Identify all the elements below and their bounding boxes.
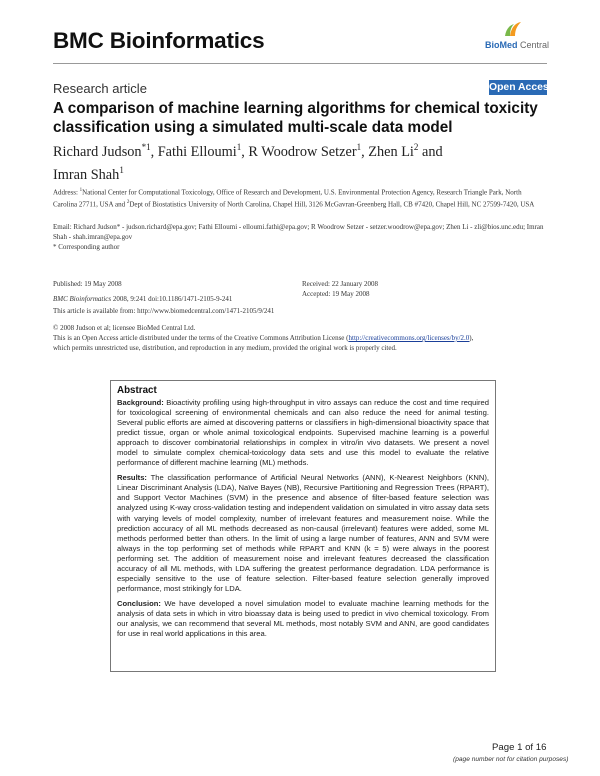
author-separator: ,	[241, 143, 249, 160]
section-text: Bioactivity profiling using high-throughput in vitro assays can reduce the cost and time required for toxicological screening of environmental chemicals and can also reduce the need for animal testing. Several public efforts are aimed at discovering patterns or classifiers in high-dimensional bioactivity space that predict tissue, organ or whole animal toxicological endpoints. Supervised machine learning is a powerful approach to discover combinatorial relationships in complex in vitro/in vivo datasets. We present a novel model to simulate complex chemical-toxicology data sets and use this model to evaluate the relative performance of different machine learning (ML) methods.	[117, 398, 489, 468]
email-list[interactable]: Email: Richard Judson* - judson.richard@epa.gov; Fathi Elloumi - elloumi.fathi@epa.gov; R Woodrow Setzer - setzer.woodrow@epa.gov; Zhen Li - zli@bios.unc.edu; Imran Shah - shah.imran@epa.gov	[53, 223, 544, 241]
affiliation-mark: 2	[126, 199, 130, 205]
article-type: Research article	[53, 81, 147, 96]
biomed-logo-icon	[502, 20, 524, 40]
affiliation-label: Address:	[53, 188, 80, 197]
biomed-central-logo[interactable]	[485, 20, 550, 54]
author-name[interactable]: Fathi Elloumi	[157, 143, 237, 160]
citation-journal: BMC Bioinformatics	[53, 294, 112, 303]
author-name[interactable]: Zhen Li	[368, 143, 414, 160]
author-list	[53, 138, 553, 184]
article-title: A comparison of machine learning algorithms for chemical toxicity classification using a simulated multi-scale data model	[53, 100, 538, 136]
author-name[interactable]: R Woodrow Setzer	[248, 143, 357, 160]
logo-central-text: Central	[517, 40, 550, 50]
affiliation-block	[53, 186, 547, 210]
publication-dates-left	[53, 280, 293, 304]
section-text: The classification performance of Artificial Neural Networks (ANN), K-Nearest Neighbors (KNN), Linear Discriminant Analysis (LDA), Naïve Bayes (NB), Recursive Partitioning and Regression Trees (RPART), and Support Vector Machines (SVM) in the presence and absence of filter-based feature selection was analyzed using K-way cross-validation testing and independent validation on simulated in vitro assay data sets with varying levels of model complexity, number of irrelevant features and measurement noise. While the prediction accuracy of all ML methods decreased as non-causal (irrelevant) features were added, some ML methods performed better than others. In the limit of using a large number of features, ANN and SVM were always in the top performing set of methods while RPART and KNN (k = 5) were always in the poorest performing set. The addition of measurement noise and irrelevant features decreased the classification accuracy of all ML methods, with LDA suffering the greatest performance degradation. LDA performance is especially sensitive to the use of feature selection. Filter-based feature selection generally improved performance, most strikingly for LDA.	[117, 473, 489, 593]
abstract-box	[110, 380, 496, 672]
abstract-results	[117, 473, 489, 594]
author-name[interactable]: Imran Shah	[53, 166, 120, 183]
author-affiliation-mark: 2	[413, 142, 419, 152]
license-part-2: ),	[469, 334, 474, 342]
author-affiliation-mark: 1	[119, 164, 124, 175]
received-date: Received: 22 January 2008	[302, 280, 379, 288]
affiliation-1: National Center for Computational Toxicology, Office of Research and Development, U.S. Environmental Protection Agency, Research Triangle Park, North Carolina 27711, USA and	[53, 188, 522, 209]
author-separator: ,	[361, 143, 369, 160]
author-name[interactable]: Richard Judson	[53, 143, 142, 160]
citation	[53, 295, 293, 305]
published-date: Published: 19 May 2008	[53, 280, 122, 288]
section-label: Conclusion:	[117, 598, 161, 608]
abstract-background	[117, 398, 489, 468]
affiliation-2: Dept of Biostatistics University of North Carolina, Chapel Hill, 3126 McGavran-Greenberg Hall, CB #7420, Chapel Hill, NC 27599-7420, USA	[129, 200, 535, 209]
publication-dates-right	[302, 280, 542, 299]
license-link[interactable]: http://creativecommons.org/licenses/by/2.0	[348, 334, 470, 342]
author-affiliation-mark: *1	[141, 142, 151, 152]
section-label: Background:	[117, 398, 164, 407]
logo-bio-text: BioMed	[485, 40, 518, 50]
page-number: Page 1 of 16	[492, 742, 547, 753]
license-part-1: This is an Open Access article distributed under the terms of the Creative Commons Attribution License (	[53, 334, 349, 342]
author-affiliation-mark: 1	[356, 142, 362, 152]
section-text: We have developed a novel simulation model to evaluate machine learning methods for the analysis of data sets in which in vitro bioassay data is being used to predict in vivo chemical toxicology. From our analysis, we can recommend that several ML methods, most notably SVM and ANN, are good candidates for use in real world applications in this area.	[117, 598, 489, 639]
author-affiliation-mark: 1	[236, 142, 242, 152]
abstract-conclusion	[117, 599, 489, 639]
citation-details[interactable]: 2008, 9:241 doi:10.1186/1471-2105-9-241	[111, 294, 233, 303]
license-text	[53, 334, 547, 353]
author-separator: and	[418, 143, 443, 160]
affiliation-mark: 1	[79, 188, 83, 193]
license-line-2: which permits unrestricted use, distribution, and reproduction in any medium, provided the original work is properly cited.	[53, 343, 397, 352]
logo-wordmark	[485, 40, 549, 50]
open-access-badge[interactable]: Open Access	[489, 82, 555, 93]
article-url[interactable]: This article is available from: http://www.biomedcentral.com/1471-2105/9/241	[53, 307, 275, 315]
section-label: Results:	[117, 473, 147, 483]
page-note: (page number not for citation purposes)	[453, 756, 569, 763]
corresponding-author-note: * Corresponding author	[53, 243, 120, 251]
accepted-date: Accepted: 19 May 2008	[302, 289, 370, 298]
header-divider	[53, 63, 547, 64]
author-separator: ,	[150, 143, 158, 160]
journal-title: BMC Bioinformatics	[53, 28, 265, 53]
license-line-1	[53, 334, 547, 344]
abstract-heading: Abstract	[117, 385, 157, 396]
copyright: © 2008 Judson et al; licensee BioMed Central Ltd.	[53, 324, 196, 332]
